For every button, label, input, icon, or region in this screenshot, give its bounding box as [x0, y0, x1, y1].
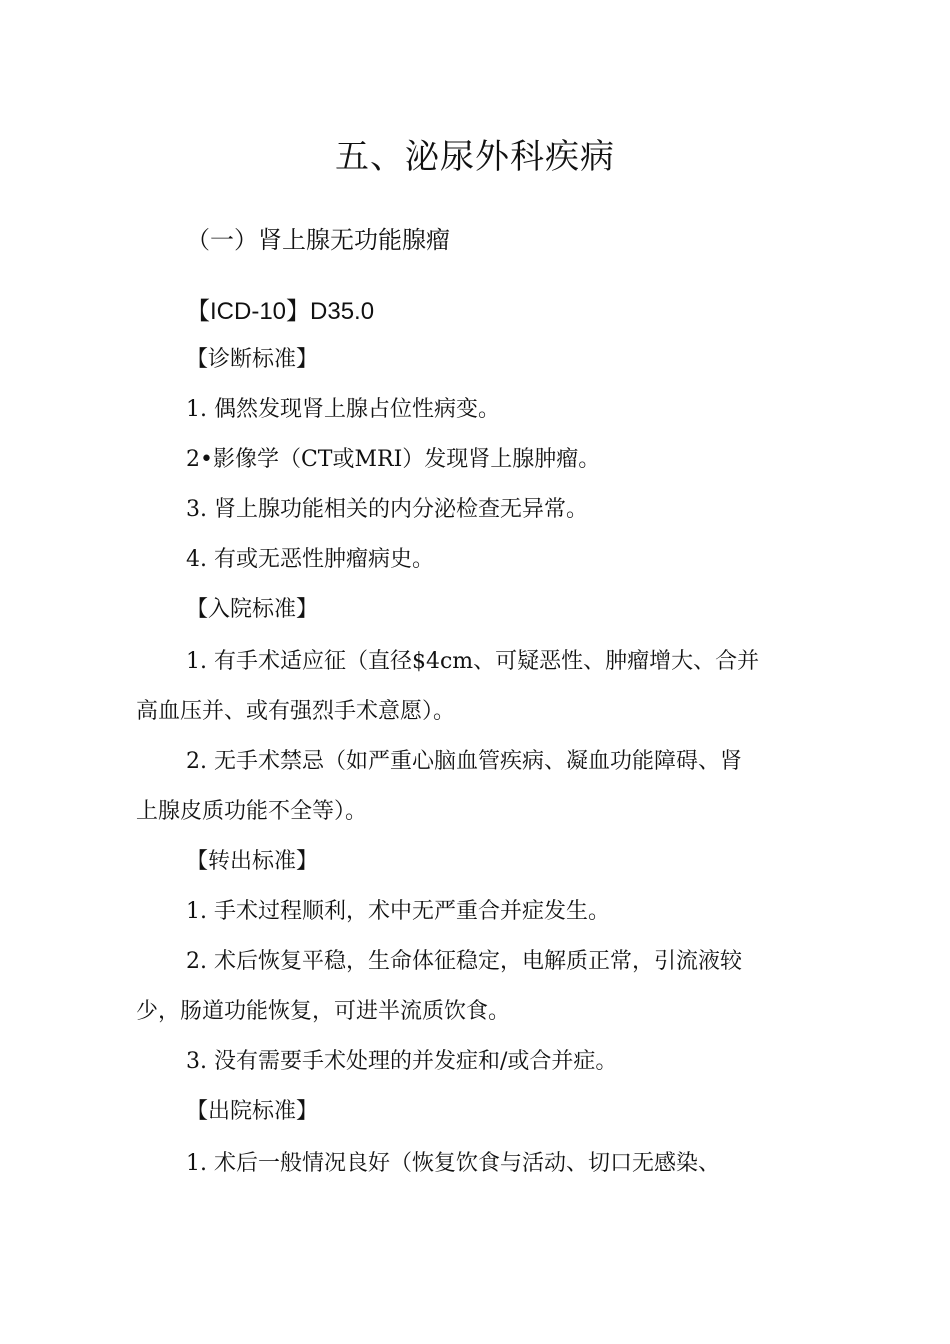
diagnosis-item-2: 2•影像学（CT或MRI）发现肾上腺肿瘤。: [186, 447, 601, 472]
transfer-item-1: 1. 手术过程顺利，术中无严重合并症发生。: [186, 899, 610, 924]
discharge-item-1-line-1: 1. 术后一般情况良好（恢复饮食与活动、切口无感染、: [186, 1151, 720, 1176]
diagnosis-item-4: 4. 有或无恶性肿瘤病史。: [186, 547, 434, 572]
diagnosis-item-1: 1. 偶然发现肾上腺占位性病变。: [186, 397, 500, 422]
section-title: （一）肾上腺无功能腺瘤: [186, 226, 450, 254]
admission-item-1-line-1: 1. 有手术适应征（直径$4cm、可疑恶性、肿瘤增大、合并: [186, 649, 760, 674]
diagnosis-heading: 【诊断标准】: [186, 347, 319, 372]
page-title: 五、泌尿外科疾病: [335, 137, 615, 177]
discharge-heading: 【出院标准】: [186, 1099, 319, 1124]
admission-heading: 【入院标准】: [186, 597, 319, 622]
transfer-item-2-line-1: 2. 术后恢复平稳，生命体征稳定，电解质正常，引流液较: [186, 949, 742, 974]
transfer-item-2-line-2: 少，肠道功能恢复，可进半流质饮食。: [136, 999, 511, 1024]
admission-item-2-line-1: 2. 无手术禁忌（如严重心脑血管疾病、凝血功能障碍、肾: [186, 749, 742, 774]
diagnosis-item-3: 3. 肾上腺功能相关的内分泌检查无异常。: [186, 497, 588, 522]
icd-code-line: 【ICD-10】D35.0: [186, 298, 375, 325]
admission-item-2-line-2: 上腺皮质功能不全等）。: [136, 799, 368, 824]
admission-item-1-line-2: 高血压并、或有强烈手术意愿）。: [136, 699, 456, 724]
transfer-item-3: 3. 没有需要手术处理的并发症和/或合并症。: [186, 1049, 618, 1074]
transfer-heading: 【转出标准】: [186, 849, 319, 874]
